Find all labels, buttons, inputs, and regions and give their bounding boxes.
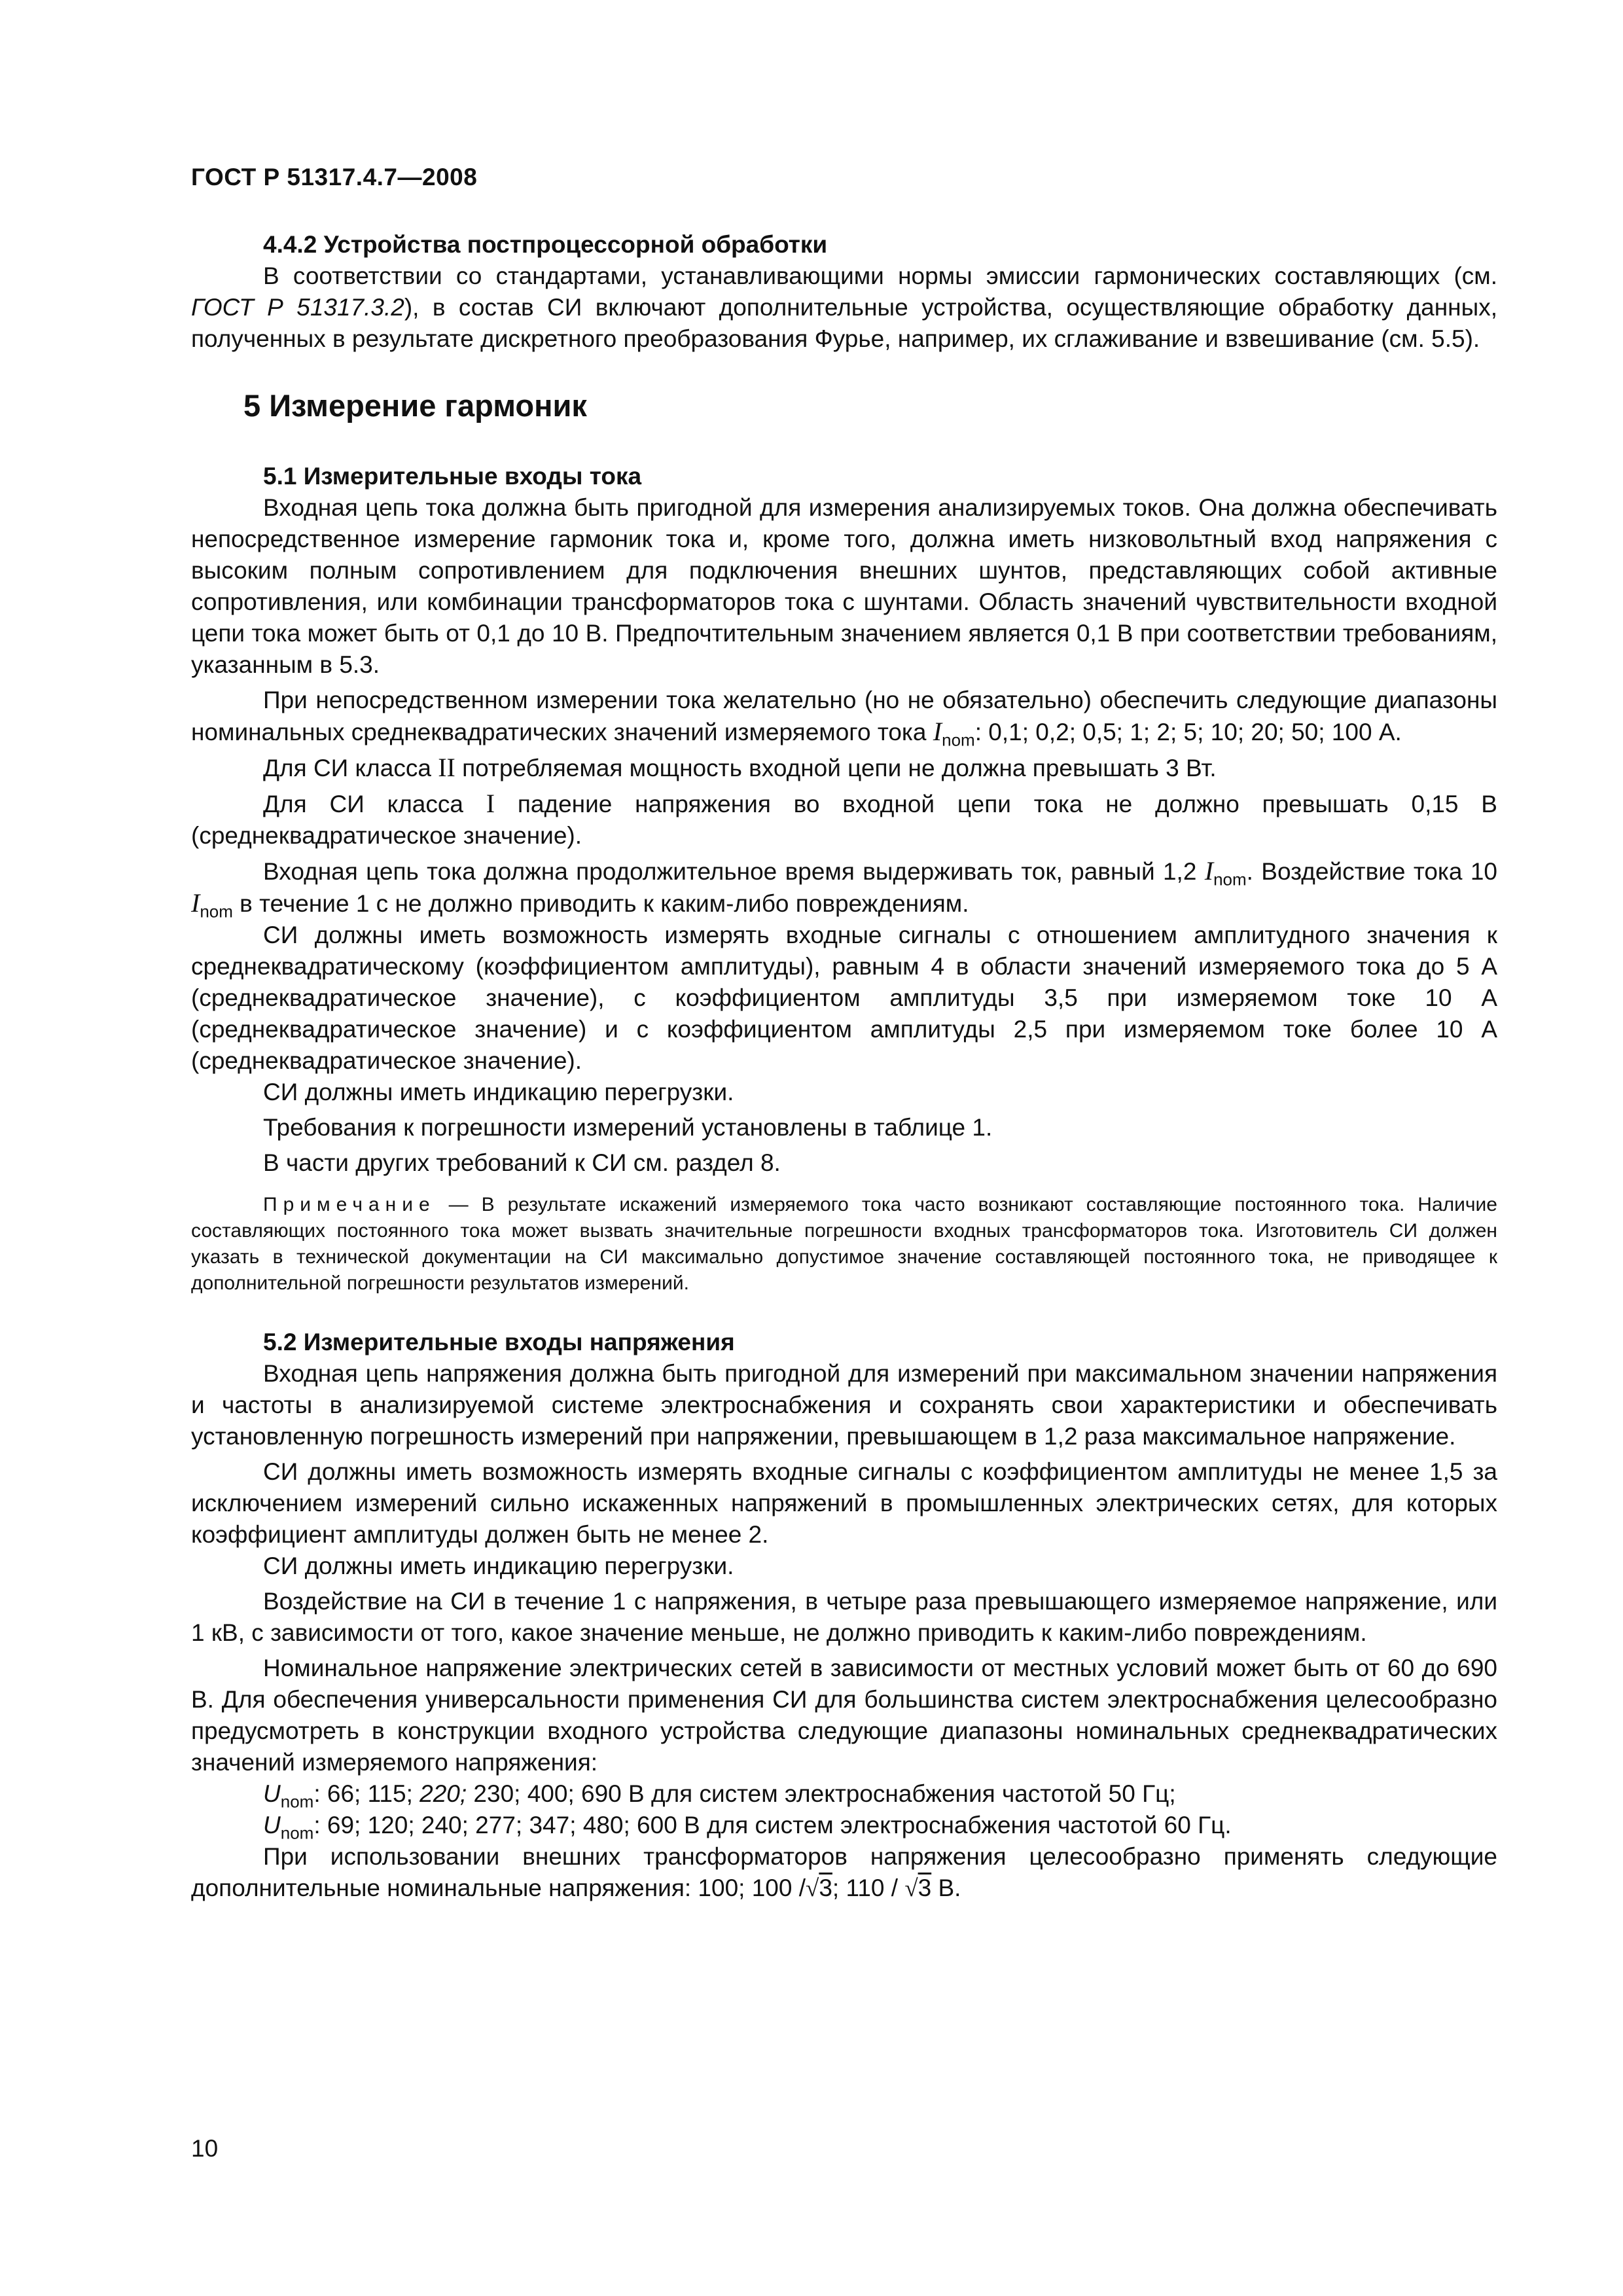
voltage-symbol: U — [263, 1780, 281, 1807]
current-symbol: I — [1204, 856, 1214, 886]
paragraph: Номинальное напряжение электрических сетей в зависимости от местных условий может быть от 60 до 690 В. Для обеспечения универсальности применения СИ для большинства систем электроснабжения целесообразно предусмотреть в конструкции входного устройства следующие диапазоны номинальных среднеквадратических значений измеряемого напряжения: — [191, 1655, 1497, 1776]
paragraph: Входная цепь напряжения должна быть пригодной для измерений при максимальном значении напряжения и частоты в анализируемой системе электроснабжения и сохранять свои характеристики и обеспечивать установленную погрешность измерений при напряжении, превышающем в 1,2 раза максимальное напряжение. — [191, 1360, 1497, 1450]
paragraph: Воздействие на СИ в течение 1 с напряжения, в четыре раза превышающего измеряемое напряжение, или 1 кВ, с зависимости от того, какое значение меньше, не должно приводить к каким-либо повреждениям. — [191, 1588, 1497, 1646]
square-root-sign: √ — [904, 1875, 918, 1902]
standard-reference: ГОСТ Р 51317.3.2 — [191, 294, 404, 321]
paragraph: Для СИ класса I падение напряжения во входной цепи тока не должно превышать 0,15 В (среднеквадратическое значение). — [191, 789, 1497, 849]
note: Примечание — В результате искажений измеряемого тока часто возникают составляющие постоянного тока. Наличие составляющих постоянного тока может вызвать значительные погрешности входных трансформаторов тока. Изготовитель СИ должен указать в технической документации на СИ максимально допустимое значение составляющей постоянного тока, не приводящее к дополнительной погрешности результатов измерений. — [191, 1194, 1497, 1294]
voltage-list-60hz: $U_{nom}$: 69; 120; 240; 277; 347; 480; 600 В для систем электроснабжения частотой 60 Гц. — [263, 1812, 1232, 1843]
square-root-sign: √ — [806, 1875, 819, 1902]
current-symbol: I — [191, 888, 200, 918]
paragraph: В части других требований к СИ см. раздел 8. — [263, 1149, 781, 1176]
paragraph: СИ должны иметь возможность измерять входные сигналы с коэффициентом амплитуды не менее 1,5 за исключением измерений сильно искаженных напряжений в промышленных электрических сетях, для которых коэффициент амплитуды должен быть не менее 2. — [191, 1458, 1497, 1548]
paragraph: Входная цепь тока должна быть пригодной для измерения анализируемых токов. Она должна обеспечивать непосредственное измерение гармоник тока и, кроме того, должна иметь низковольтный вход напряжения с высоким полным сопротивлением для подключения внешних шунтов, представляющих собой активные сопротивления, или комбинации трансформаторов тока с шунтами. Область значений чувствительности входной цепи тока может быть от 0,1 до 10 В. Предпочтительным значением является 0,1 В при соответствии требованиям, указанным в 5.3. — [191, 494, 1497, 678]
paragraph: Требования к погрешности измерений установлены в таблице 1. — [263, 1114, 993, 1141]
voltage-list-50hz: $U_{nom}$: 66; 115; 220; 230; 400; 690 В для систем электроснабжения частотой 50 Гц; — [263, 1780, 1176, 1812]
paragraph: СИ должны иметь возможность измерять входные сигналы с отношением амплитудного значения к среднеквадратическому (коэффициентом амплитуды), равным 4 в области значений измеряемого тока до 5 А (среднеквадратическое значение), с коэффициентом амплитуды 3,5 при измеряемом токе 10 А (среднеквадратическое значение) и с коэффициентом амплитуды 2,5 при измеряемом токе более 10 А (среднеквадратическое значение). — [191, 922, 1497, 1074]
section-5-title: 5 Измерение гармоник — [243, 388, 587, 423]
subsection-5-2-title: 5.2 Измерительные входы напряжения — [263, 1329, 735, 1355]
class-label: II — [438, 753, 455, 782]
paragraph: Для СИ класса II потребляемая мощность входной цепи не должна превышать 3 Вт. — [263, 753, 1217, 782]
page-number: 10 — [191, 2135, 219, 2162]
subsection-5-1-title: 5.1 Измерительные входы тока — [263, 463, 642, 490]
paragraph: Входная цепь тока должна продолжительное время выдерживать ток, равный 1,2 $I_{nom}$. Воздействие тока 10 $I_{nom}$ в течение 1 с не должно приводить к каким-либо повреждениям. — [191, 856, 1497, 922]
paragraph: В соответствии со стандартами, устанавливающими нормы эмиссии гармонических составляющих (см. ГОСТ Р 51317.3.2), в состав СИ включают дополнительные устройства, осуществляющие обработку данных, полученных в результате дискретного преобразования Фурье, например, их сглаживание и взвешивание (см. 5.5). — [191, 262, 1497, 352]
voltage-symbol: U — [263, 1812, 281, 1839]
page-content — [191, 229, 1497, 1905]
standard-code-header: ГОСТ Р 51317.4.7—2008 — [191, 164, 478, 190]
paragraph: При непосредственном измерении тока желательно (но не обязательно) обеспечить следующие диапазоны номинальных среднеквадратических значений измеряемого тока $I_{nom}$: 0,1; 0,2; 0,5; 1; 2; 5; 10; 20; 50; 100 А. — [191, 687, 1497, 750]
paragraph: СИ должны иметь индикацию перегрузки. — [263, 1079, 734, 1105]
subsection-4-4-2-title: 4.4.2 Устройства постпроцессорной обработки — [263, 231, 828, 258]
paragraph: СИ должны иметь индикацию перегрузки. — [263, 1552, 734, 1579]
paragraph: При использовании внешних трансформаторов напряжения целесообразно применять следующие дополнительные номинальные напряжения: 100; 100 /√3; 110 / √3 В. — [191, 1843, 1497, 1902]
current-symbol: I — [933, 717, 942, 746]
note-label: Примечание — [263, 1194, 436, 1215]
class-label: I — [486, 789, 495, 818]
